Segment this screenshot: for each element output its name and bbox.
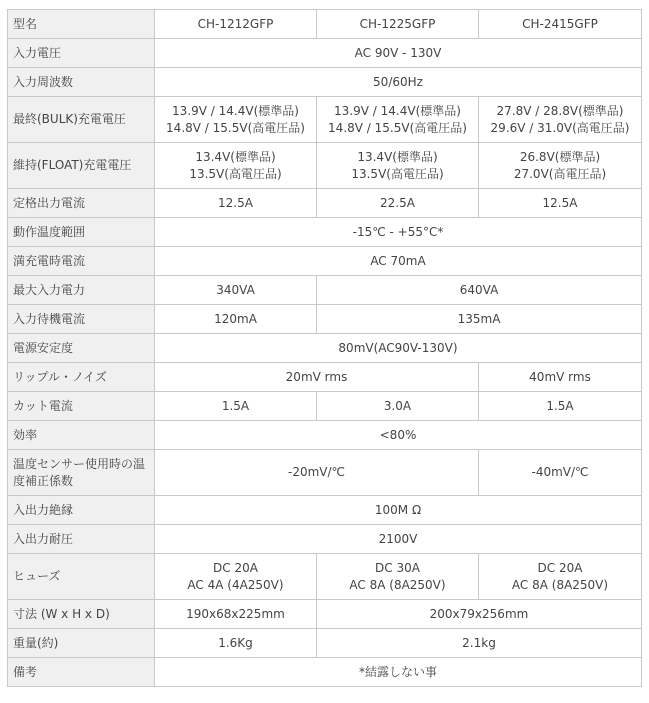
spec-value-cell: [479, 97, 642, 143]
spec-value-line: 100M Ω: [374, 502, 422, 517]
spec-row: [8, 392, 642, 421]
spec-row: [8, 189, 642, 218]
spec-value-line: 2100V: [378, 531, 418, 546]
spec-row-label: 動作温度範囲: [8, 218, 155, 247]
spec-value-line: 27.0V(高電圧品): [513, 166, 607, 181]
spec-row: [8, 363, 642, 392]
spec-row-label: 備考: [8, 658, 155, 687]
spec-value-cell: [155, 305, 317, 334]
spec-row-label: 温度センサー使用時の温度補正係数: [8, 450, 155, 496]
spec-row-label: ヒューズ: [8, 554, 155, 600]
spec-value-cell: [479, 554, 642, 600]
spec-value-line: DC 20A: [537, 560, 583, 575]
spec-value-cell: [155, 39, 642, 68]
spec-row-label: リップル・ノイズ: [8, 363, 155, 392]
spec-row-label: 電源安定度: [8, 334, 155, 363]
spec-value-line: 3.0A: [383, 398, 412, 413]
spec-value-cell: [155, 496, 642, 525]
spec-value-cell: [155, 189, 317, 218]
spec-value-line: 29.6V / 31.0V(高電圧品): [490, 120, 630, 135]
spec-value-cell: [317, 276, 642, 305]
spec-value-cell: [155, 334, 642, 363]
spec-row-label: 入出力絶縁: [8, 496, 155, 525]
spec-value-line: 40mV rms: [529, 369, 591, 384]
spec-value-cell: [155, 629, 317, 658]
spec-row: [8, 525, 642, 554]
spec-row: [8, 97, 642, 143]
spec-row: [8, 10, 642, 39]
spec-value-cell: [317, 629, 642, 658]
spec-value-line: AC 70mA: [370, 253, 426, 268]
spec-row-label: 重量(約): [8, 629, 155, 658]
spec-value-cell: [155, 450, 479, 496]
spec-value-cell: [479, 189, 642, 218]
spec-value-cell: [155, 218, 642, 247]
spec-value-line: 14.8V / 15.5V(高電圧品): [166, 120, 305, 135]
spec-value-line: CH-1212GFP: [197, 16, 274, 31]
spec-value-cell: [317, 554, 479, 600]
spec-value-line: *結露しない事: [358, 664, 437, 679]
spec-value-cell: [317, 97, 479, 143]
spec-value-line: 12.5A: [218, 195, 253, 210]
spec-value-cell: [155, 421, 642, 450]
spec-value-cell: [155, 68, 642, 97]
spec-value-line: 13.4V(標準品): [357, 149, 438, 164]
spec-value-line: DC 20A: [213, 560, 258, 575]
spec-value-cell: [155, 10, 317, 39]
spec-row: [8, 39, 642, 68]
spec-value-line: 50/60Hz: [373, 74, 423, 89]
spec-value-line: 12.5A: [542, 195, 578, 210]
spec-value-cell: [155, 554, 317, 600]
spec-row: [8, 496, 642, 525]
spec-value-line: 13.4V(標準品): [195, 149, 276, 164]
spec-value-line: 340VA: [216, 282, 255, 297]
spec-value-cell: [317, 392, 479, 421]
spec-value-cell: [479, 10, 642, 39]
spec-value-cell: [155, 363, 479, 392]
spec-row: [8, 600, 642, 629]
spec-row: [8, 218, 642, 247]
spec-value-cell: [317, 600, 642, 629]
spec-row-label: 維持(FLOAT)充電電圧: [8, 143, 155, 189]
spec-value-cell: [155, 658, 642, 687]
spec-row-label: 入力周波数: [8, 68, 155, 97]
spec-row: [8, 658, 642, 687]
spec-value-line: AC 90V - 130V: [354, 45, 442, 60]
spec-value-line: 27.8V / 28.8V(標準品): [496, 103, 624, 118]
spec-value-line: AC 4A (4A250V): [187, 577, 284, 592]
spec-value-line: 1.6Kg: [218, 635, 253, 650]
spec-row-label: 定格出力電流: [8, 189, 155, 218]
spec-row: [8, 554, 642, 600]
spec-value-line: AC 8A (8A250V): [511, 577, 609, 592]
spec-value-cell: [317, 10, 479, 39]
spec-value-cell: [317, 189, 479, 218]
spec-value-line: CH-2415GFP: [522, 16, 598, 31]
spec-row-label: 最終(BULK)充電電圧: [8, 97, 155, 143]
spec-row: [8, 629, 642, 658]
spec-value-line: 2.1kg: [462, 635, 496, 650]
spec-value-line: 135mA: [457, 311, 501, 326]
spec-value-line: 20mV rms: [285, 369, 348, 384]
spec-row-label: 寸法 (W x H x D): [8, 600, 155, 629]
spec-table: [7, 9, 642, 687]
spec-value-line: 190x68x225mm: [186, 606, 285, 621]
spec-value-line: -20mV/℃: [287, 465, 346, 479]
spec-row-label: 効率: [8, 421, 155, 450]
spec-row-label: 入力電圧: [8, 39, 155, 68]
spec-table-body: [8, 10, 642, 687]
spec-value-line: DC 30A: [375, 560, 420, 575]
spec-row-label: 入出力耐圧: [8, 525, 155, 554]
spec-value-cell: [155, 276, 317, 305]
spec-value-line: 13.9V / 14.4V(標準品): [334, 103, 461, 118]
spec-value-line: AC 8A (8A250V): [349, 577, 446, 592]
spec-value-line: 1.5A: [221, 398, 250, 413]
spec-value-line: 14.8V / 15.5V(高電圧品): [328, 120, 467, 135]
spec-row: [8, 305, 642, 334]
spec-row: [8, 334, 642, 363]
spec-value-line: 640VA: [459, 282, 499, 297]
spec-row: [8, 421, 642, 450]
spec-row: [8, 68, 642, 97]
spec-value-line: 22.5A: [380, 195, 415, 210]
spec-row-label: 型名: [8, 10, 155, 39]
spec-table-container: [7, 9, 642, 687]
spec-value-cell: [155, 97, 317, 143]
spec-value-cell: [155, 600, 317, 629]
spec-value-line: -15℃ - +55°C*: [352, 224, 444, 239]
spec-value-line: 1.5A: [546, 398, 574, 413]
spec-value-line: 13.9V / 14.4V(標準品): [172, 103, 299, 118]
spec-value-cell: [479, 143, 642, 189]
spec-value-line: 200x79x256mm: [429, 606, 529, 621]
spec-row: [8, 247, 642, 276]
spec-row-label: 最大入力電力: [8, 276, 155, 305]
spec-row-label: 満充電時電流: [8, 247, 155, 276]
spec-value-cell: [479, 392, 642, 421]
spec-value-cell: [317, 305, 642, 334]
spec-value-line: <80%: [379, 427, 417, 442]
spec-value-cell: [155, 525, 642, 554]
spec-value-cell: [155, 392, 317, 421]
spec-value-line: 26.8V(標準品): [519, 149, 601, 164]
spec-value-cell: [155, 247, 642, 276]
spec-row: [8, 143, 642, 189]
spec-value-cell: [155, 143, 317, 189]
spec-value-line: 13.5V(高電圧品): [189, 166, 282, 181]
spec-value-line: 13.5V(高電圧品): [351, 166, 444, 181]
spec-row: [8, 276, 642, 305]
spec-value-cell: [479, 363, 642, 392]
spec-value-line: 80mV(AC90V-130V): [338, 340, 458, 355]
spec-value-line: 120mA: [214, 311, 257, 326]
spec-value-line: CH-1225GFP: [359, 16, 436, 31]
spec-value-cell: [317, 143, 479, 189]
spec-row: [8, 450, 642, 496]
spec-row-label: 入力待機電流: [8, 305, 155, 334]
spec-row-label: カット電流: [8, 392, 155, 421]
spec-value-line: -40mV/℃: [531, 465, 589, 479]
spec-value-cell: [479, 450, 642, 496]
